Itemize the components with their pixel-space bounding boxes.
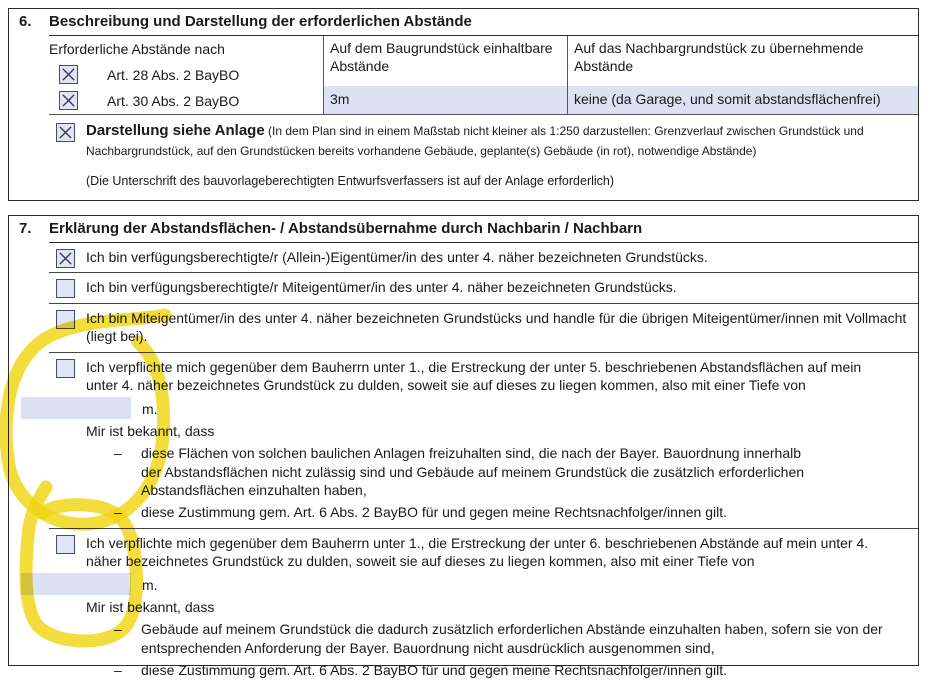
consent-abstaende-text: Ich verpflichte mich gegenüber dem Bauherrn unter 1., die Erstreckung der unter 6. beschriebenen Abstände auf mein unter 4. näher bezeichnetes Grundstück zu dulden, soweit sie auf dieses zu liegen kommen, also mit einer Tiefe von (86, 534, 869, 570)
attachment-note: (In dem Plan sind in einem Maßstab nicht kleiner als 1:250 darzustellen: Grenzverlauf zwischen Grundstück und Nachbargrundstück, auf den Grundstücken bereits vorhandene Gebäude, geplante(s) Gebäude (in rot), notwendige Abstände) (86, 124, 864, 159)
neighbor-plot-column (567, 36, 918, 114)
neighbor-plot-distance-field[interactable]: keine (da Garage, und somit abstandsflächenfrei) (568, 86, 918, 114)
x-mark-icon (58, 125, 73, 140)
section-7-header (9, 216, 918, 243)
consent-abstandsflaechen-row (49, 353, 918, 529)
depth-input-1[interactable] (21, 397, 131, 419)
checkbox-consent-abstaende[interactable] (56, 535, 75, 554)
checkbox-sole-owner[interactable] (56, 249, 75, 268)
dash-bullet: – (114, 621, 122, 638)
checkbox-art28[interactable] (59, 65, 78, 84)
section-7-title: Erklärung der Abstandsflächen- / Abstandsübernahme durch Nachbarin / Nachbarn (49, 216, 918, 243)
known-items-1 (114, 444, 910, 522)
section-7-box (8, 215, 919, 679)
required-distances-label: Erforderliche Abstände nach (49, 40, 225, 57)
co-owner-proxy-label: Ich bin Miteigentümer/in des unter 4. näher bezeichneten Grundstücks und handle für die übrigen Miteigentümer/innen mit Vollmacht (liegt bei). (86, 309, 907, 345)
dash-bullet: – (114, 504, 122, 521)
list-item: – diese Zustimmung gem. Art. 6 Abs. 2 BayBO für und gegen meine Rechtsnachfolger/innen gilt. (114, 662, 727, 679)
section-6-header (9, 9, 918, 36)
option-art30 (49, 88, 319, 114)
option-art28 (49, 62, 319, 88)
depth-unit-2: m. (142, 577, 158, 594)
known-label-2: Mir ist bekannt, dass (86, 598, 215, 615)
consent-abstaende-row (49, 529, 918, 686)
list-item: – Gebäude auf meinem Grundstück die dadurch zusätzlich erforderlichen Abstände einzuhalten haben, sofern sie von der entsprechenden Anforderung der Bayer. Bauordnung nicht ausdrücklich ausgenommen sind, (114, 621, 883, 656)
option-art30-label: Art. 30 Abs. 2 BayBO (107, 92, 240, 109)
co-owner-declaration-row (49, 273, 918, 303)
building-plot-header: Auf dem Baugrundstück einhaltbare Abstände (330, 39, 553, 75)
depth-line-2 (21, 573, 910, 595)
checkbox-darstellung-anlage[interactable] (56, 123, 75, 142)
list-item: – diese Flächen von solchen baulichen Anlagen freizuhalten sind, die nach der Bayer. Bauordnung innerhalb der Abstandsflächen nicht zulässig sind und Gebäude auf meinem Grundstück die zusätzlich erforderlichen Abstandsflächen einzuhalten haben, (114, 445, 805, 499)
section-6-number: 6. (19, 13, 32, 30)
list-item: – diese Zustimmung gem. Art. 6 Abs. 2 BayBO für und gegen meine Rechtsnachfolger/innen gilt. (114, 504, 727, 521)
section-6-title: Beschreibung und Darstellung der erforderlichen Abstände (49, 9, 918, 36)
x-mark-icon (58, 251, 73, 266)
section-6-box (8, 8, 919, 201)
attachment-text (86, 121, 904, 159)
checkbox-co-owner[interactable] (56, 279, 75, 298)
required-distances-column (49, 36, 323, 114)
attachment-bold-label: Darstellung siehe Anlage (86, 122, 265, 140)
x-mark-icon (61, 93, 76, 108)
dash-bullet: – (114, 445, 122, 462)
section-7-number: 7. (19, 220, 32, 237)
consent-abstandsflaechen-text: Ich verpflichte mich gegenüber dem Bauherrn unter 1., die Erstreckung der unter 5. beschriebenen Abstandsflächen auf mein unter 4. näher bezeichnetes Grundstück zu dulden, soweit sie auf dieses zu liegen kommen, also mit einer Tiefe von (86, 358, 862, 394)
co-owner-label: Ich bin verfügungsberechtigte/r Miteigentümer/in des unter 4. näher bezeichneten Grundstücks. (86, 279, 677, 296)
x-mark-icon (61, 67, 76, 82)
building-plot-distance-field[interactable]: 3m (324, 86, 567, 114)
checkbox-consent-abstandsflaechen[interactable] (56, 359, 75, 378)
known-items-2 (114, 620, 910, 679)
distance-table (49, 36, 918, 115)
co-owner-proxy-row (49, 304, 918, 353)
building-plot-column (323, 36, 567, 114)
depth-input-2[interactable] (21, 573, 131, 595)
attachment-row (49, 115, 918, 195)
sole-owner-label: Ich bin verfügungsberechtigte/r (Allein-)Eigentümer/in des unter 4. näher bezeichneten Grundstücks. (86, 248, 708, 265)
checkbox-art30[interactable] (59, 91, 78, 110)
depth-unit-1: m. (142, 401, 158, 418)
checkbox-co-owner-proxy[interactable] (56, 310, 75, 329)
option-art28-label: Art. 28 Abs. 2 BayBO (107, 66, 240, 83)
known-label-1: Mir ist bekannt, dass (86, 422, 215, 439)
depth-line-1 (21, 397, 910, 419)
signature-note: (Die Unterschrift des bauvorlageberechtigten Entwurfsverfassers ist auf der Anlage erforderlich) (86, 173, 615, 188)
owner-declaration-row (49, 243, 918, 273)
neighbor-plot-header: Auf das Nachbargrundstück zu übernehmende Abstände (574, 39, 864, 75)
dash-bullet: – (114, 662, 122, 679)
